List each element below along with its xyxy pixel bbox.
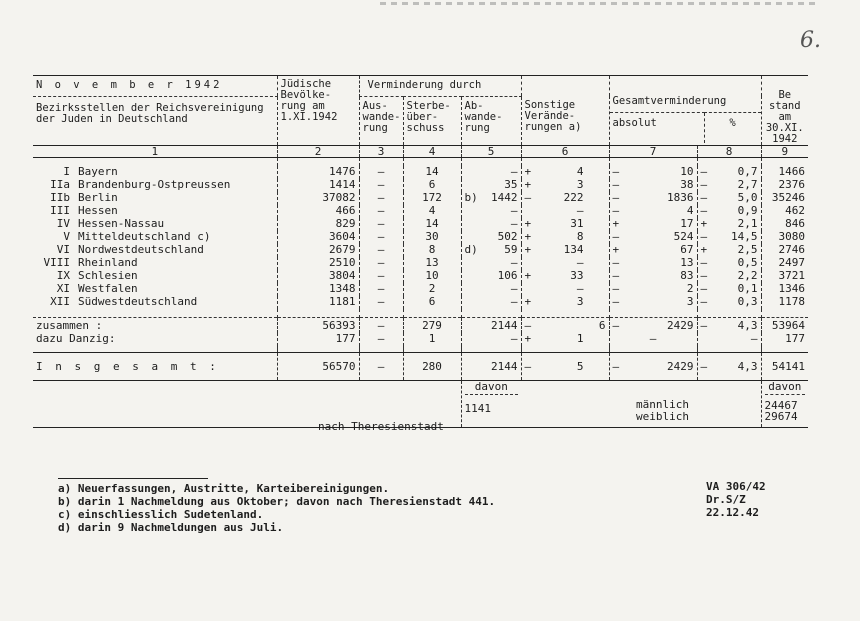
region-death-surplus: 14 (403, 166, 461, 179)
value: 2,7 (737, 178, 758, 191)
sign: – (612, 165, 620, 178)
region-population: 3604 (277, 231, 359, 244)
sign: – (524, 319, 532, 332)
subtotal-emigration: – (359, 318, 403, 334)
total-migration: 2144 (461, 353, 521, 381)
region-emigration: – (359, 231, 403, 244)
region-death-surplus: 6 (403, 296, 461, 309)
gender-labels (524, 399, 758, 423)
value: 222 (563, 191, 584, 204)
value: 2429 (667, 360, 694, 373)
value: 2 (686, 282, 694, 295)
sign: – (700, 360, 708, 373)
region-numeral: XI (56, 282, 70, 295)
value: 33 (570, 269, 584, 282)
region-label: Mitteldeutschland c) (78, 230, 211, 243)
value: 0,1 (737, 282, 758, 295)
region-death-surplus: 6 (403, 179, 461, 192)
value: 1 (576, 332, 584, 345)
value: – (510, 165, 518, 178)
header-reduction-through: Verminderung durch (359, 76, 521, 97)
value: – (510, 217, 518, 230)
header-emigration: Aus- wande- rung (359, 96, 403, 146)
region-label: Südwestdeutschland (78, 295, 198, 308)
region-label: Rheinland (78, 256, 138, 269)
sign: – (700, 269, 708, 282)
value: – (576, 204, 584, 217)
subtotal-absolute (609, 318, 697, 334)
value: 2429 (667, 319, 694, 332)
header-death-surplus: Sterbe- über- schuss (403, 96, 461, 146)
region-percent (697, 296, 761, 309)
region-absolute (609, 296, 697, 309)
male-value: 24467 (764, 399, 798, 412)
note-marker: b) (464, 191, 478, 204)
region-other (521, 218, 609, 231)
region-rows (33, 166, 808, 309)
value: 1836 (667, 191, 694, 204)
subtotal-percent (697, 318, 761, 334)
value: 3 (576, 295, 584, 308)
region-absolute (609, 270, 697, 283)
region-stock: 1178 (761, 296, 808, 309)
value: 0,7 (737, 165, 758, 178)
reference-stamp (706, 480, 766, 519)
sign: – (612, 319, 620, 332)
statistics-table (33, 75, 808, 428)
total-label: I n s g e s a m t : (33, 353, 277, 381)
danzig-migration: – (461, 333, 521, 346)
value: 1442 (491, 191, 518, 204)
region-name (33, 296, 277, 309)
region-numeral: IIa (50, 178, 70, 191)
danzig-absolute: – (609, 333, 697, 346)
value: 83 (680, 269, 694, 282)
region-numeral: XII (50, 295, 70, 308)
sign: + (524, 332, 532, 345)
value: 2,1 (737, 217, 758, 230)
value: 3 (686, 295, 694, 308)
value: 31 (570, 217, 584, 230)
danzig-percent: – (697, 333, 761, 346)
sign: – (524, 191, 532, 204)
value: 4 (686, 204, 694, 217)
value: 8 (576, 230, 584, 243)
sign: + (524, 295, 532, 308)
female-value: 29674 (764, 410, 798, 423)
region-numeral: I (63, 165, 70, 178)
region-population: 1181 (277, 296, 359, 309)
column-number: 9 (761, 146, 808, 158)
total-population: 56570 (277, 353, 359, 381)
column-number: 8 (697, 146, 761, 158)
subtotal-label: zusammen : (33, 318, 277, 334)
sign: + (700, 243, 708, 256)
footnote-a: a) Neuerfassungen, Austritte, Karteibereinigungen. (58, 482, 390, 495)
region-migration (461, 296, 521, 309)
value: 0,5 (737, 256, 758, 269)
footnote-b: b) darin 1 Nachmeldung aus Oktober; davon nach Theresienstadt 441. (58, 495, 496, 508)
sign: – (612, 230, 620, 243)
region-other (521, 296, 609, 309)
theresienstadt-label: nach Theresienstadt (318, 420, 444, 433)
region-label: Brandenburg-Ostpreussen (78, 178, 231, 191)
header-other-changes: Sonstige Verände- rungen a) (521, 76, 609, 146)
sign: + (524, 165, 532, 178)
total-absolute (609, 353, 697, 381)
header-percent: % (704, 113, 761, 144)
region-death-surplus: 8 (403, 244, 461, 257)
region-numeral: IV (56, 217, 70, 230)
reference-number: VA 306/42 (706, 480, 766, 493)
header-migration: Ab- wande- rung (461, 96, 521, 146)
sign: – (700, 191, 708, 204)
region-stock: 1466 (761, 166, 808, 179)
region-label: Bayern (78, 165, 118, 178)
region-row (33, 296, 808, 309)
subtotal-stock: 53964 (761, 318, 808, 334)
footnote-d: d) darin 9 Nachmeldungen aus Juli. (58, 521, 284, 534)
value: 106 (497, 269, 518, 282)
region-emigration: – (359, 179, 403, 192)
region-population: 466 (277, 205, 359, 218)
subtotal-migration: 2144 (461, 318, 521, 334)
region-label: Hessen-Nassau (78, 217, 165, 230)
value: – (510, 295, 518, 308)
reference-author: Dr.S/Z (706, 493, 746, 506)
column-number: 4 (403, 146, 461, 158)
region-label: Berlin (78, 191, 118, 204)
breakdown-migration (461, 381, 521, 428)
value: 4,3 (737, 360, 758, 373)
footnote-rule (58, 478, 208, 479)
sign: – (612, 256, 620, 269)
value: 4 (576, 165, 584, 178)
value: 6 (598, 319, 606, 332)
value: 35 (504, 178, 518, 191)
total-stock: 54141 (761, 353, 808, 381)
footnote-c: c) einschliesslich Sudetenland. (58, 508, 264, 521)
region-label: Hessen (78, 204, 118, 217)
sign: – (612, 191, 620, 204)
sign: – (700, 282, 708, 295)
column-number: 2 (277, 146, 359, 158)
region-emigration: – (359, 244, 403, 257)
sign: – (612, 360, 620, 373)
davon-label: davon (465, 381, 519, 395)
sign: – (700, 319, 708, 332)
total-other (521, 353, 609, 381)
region-numeral: IIb (50, 191, 70, 204)
header-month: N o v e m b e r 1942 (33, 76, 277, 97)
danzig-death-surplus: 1 (403, 333, 461, 346)
region-stock: 1346 (761, 283, 808, 296)
sign: – (700, 165, 708, 178)
region-absolute (609, 192, 697, 205)
danzig-label: dazu Danzig: (36, 332, 116, 345)
header-population: Jüdische Bevölke- rung am 1.XI.1942 (277, 76, 359, 146)
danzig-row (33, 333, 808, 346)
region-death-surplus: 14 (403, 218, 461, 231)
region-stock: 2497 (761, 257, 808, 270)
value: 59 (504, 243, 518, 256)
region-numeral: V (63, 230, 70, 243)
subtotal-death-surplus: 279 (403, 318, 461, 334)
value: 10 (680, 165, 694, 178)
region-population: 2679 (277, 244, 359, 257)
sign: + (612, 243, 620, 256)
footnotes (58, 478, 495, 534)
reference-date: 22.12.42 (706, 506, 759, 519)
sign: + (524, 178, 532, 191)
value: 5,0 (737, 191, 758, 204)
value: – (510, 256, 518, 269)
sign: + (612, 217, 620, 230)
region-population: 1414 (277, 179, 359, 192)
value: 3 (576, 178, 584, 191)
value: – (576, 282, 584, 295)
value: 0,3 (737, 295, 758, 308)
column-number: 7 (609, 146, 697, 158)
column-number: 3 (359, 146, 403, 158)
subtotal-other (521, 318, 609, 334)
header-stock: Be stand am 30.XI. 1942 (761, 76, 808, 146)
total-emigration: – (359, 353, 403, 381)
region-label: Westfalen (78, 282, 138, 295)
region-emigration: – (359, 192, 403, 205)
header-region-caption: Bezirksstellen der Reichsvereinigung der Juden in Deutschland (36, 101, 264, 125)
region-population: 829 (277, 218, 359, 231)
sign: – (700, 295, 708, 308)
region-other (521, 244, 609, 257)
sign: – (612, 269, 620, 282)
value: 17 (680, 217, 694, 230)
region-other (521, 192, 609, 205)
value: 4,3 (737, 319, 758, 332)
sign: – (612, 295, 620, 308)
column-number: 6 (521, 146, 609, 158)
region-absolute (609, 283, 697, 296)
value: 134 (563, 243, 584, 256)
theresienstadt-value: 1141 (464, 402, 491, 415)
sign: – (612, 204, 620, 217)
sign: + (524, 217, 532, 230)
region-other (521, 270, 609, 283)
region-numeral: IX (56, 269, 70, 282)
sign: + (524, 230, 532, 243)
sign: – (612, 282, 620, 295)
sign: + (524, 269, 532, 282)
region-emigration: – (359, 257, 403, 270)
davon-label: davon (765, 381, 806, 395)
region-emigration: – (359, 166, 403, 179)
region-other (521, 257, 609, 270)
danzig-emigration: – (359, 333, 403, 346)
region-numeral: VIII (43, 256, 70, 269)
value: 38 (680, 178, 694, 191)
page-number-mark: 6. (800, 28, 821, 53)
scan-artifact (380, 2, 820, 5)
region-emigration: – (359, 270, 403, 283)
danzig-other (521, 333, 609, 346)
subtotal-population: 56393 (277, 318, 359, 334)
region-stock: 462 (761, 205, 808, 218)
sign: – (524, 360, 532, 373)
region-stock: 2746 (761, 244, 808, 257)
region-emigration: – (359, 296, 403, 309)
region-death-surplus: 172 (403, 192, 461, 205)
region-emigration: – (359, 205, 403, 218)
value: 13 (680, 256, 694, 269)
sign: – (700, 230, 708, 243)
region-stock: 846 (761, 218, 808, 231)
value: 502 (497, 230, 518, 243)
value: 2,2 (737, 269, 758, 282)
region-label: Nordwestdeutschland (78, 243, 204, 256)
note-marker: d) (464, 243, 478, 256)
region-emigration: – (359, 218, 403, 231)
region-death-surplus: 4 (403, 205, 461, 218)
region-stock: 3721 (761, 270, 808, 283)
region-population: 1348 (277, 283, 359, 296)
value: – (510, 282, 518, 295)
value: 5 (576, 360, 584, 373)
region-population: 1476 (277, 166, 359, 179)
value: 2,5 (737, 243, 758, 256)
breakdown-stock (761, 381, 808, 428)
sign: + (700, 217, 708, 230)
header-total-reduction: Gesamtverminderung (610, 96, 761, 113)
region-death-surplus: 2 (403, 283, 461, 296)
region-stock: 35246 (761, 192, 808, 205)
region-label: Schlesien (78, 269, 138, 282)
region-population: 3804 (277, 270, 359, 283)
total-row (33, 353, 808, 381)
sign: – (612, 178, 620, 191)
region-stock: 3080 (761, 231, 808, 244)
region-death-surplus: 10 (403, 270, 461, 283)
region-numeral: VI (56, 243, 70, 256)
region-population: 2510 (277, 257, 359, 270)
region-other (521, 283, 609, 296)
danzig-population: 177 (277, 333, 359, 346)
region-numeral: III (50, 204, 70, 217)
female-label: weiblich (636, 410, 690, 423)
region-other (521, 205, 609, 218)
value: 67 (680, 243, 694, 256)
region-other (521, 166, 609, 179)
total-death-surplus: 280 (403, 353, 461, 381)
male-label: männlich (636, 398, 690, 411)
header-absolute: absolut (612, 117, 657, 129)
region-emigration: – (359, 283, 403, 296)
region-death-surplus: 30 (403, 231, 461, 244)
sign: – (700, 204, 708, 217)
column-number: 5 (461, 146, 521, 158)
sign: + (524, 243, 532, 256)
value: – (510, 204, 518, 217)
danzig-stock: 177 (761, 333, 808, 346)
value: 14,5 (731, 230, 758, 243)
region-death-surplus: 13 (403, 257, 461, 270)
region-stock: 2376 (761, 179, 808, 192)
region-population: 37082 (277, 192, 359, 205)
value: 524 (673, 230, 694, 243)
subtotal-row (33, 318, 808, 334)
sign: – (700, 256, 708, 269)
sign: – (700, 178, 708, 191)
value: 0,9 (737, 204, 758, 217)
total-percent (697, 353, 761, 381)
value: – (576, 256, 584, 269)
column-number: 1 (33, 146, 277, 158)
